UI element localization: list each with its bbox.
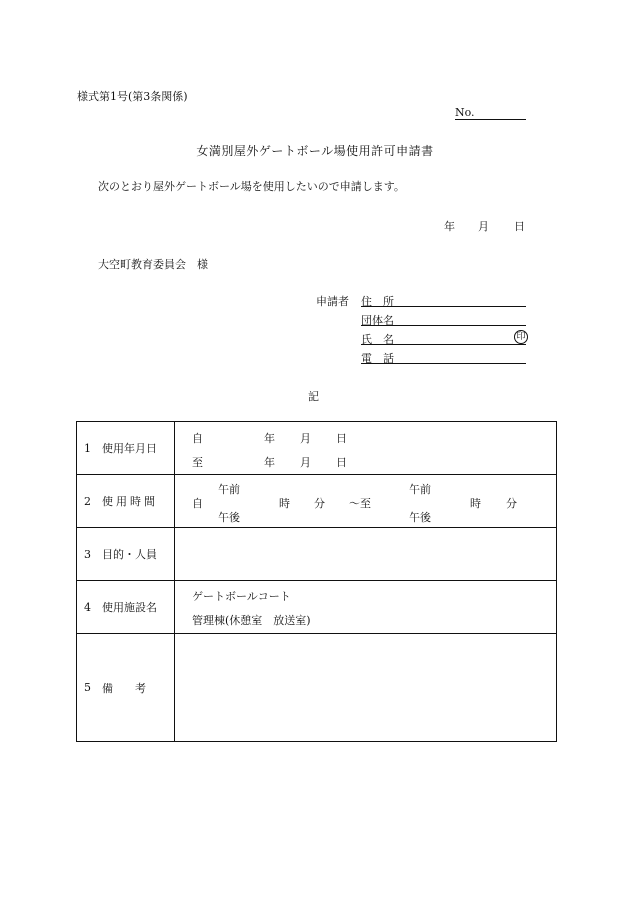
applicant-phone-field[interactable] [361,350,526,364]
row-label-time [77,475,175,528]
table-row-time [77,475,557,528]
name-label: 氏 名 [361,333,394,346]
date-use-cell[interactable] [175,422,557,475]
time-from-pm: 午後 [218,511,240,524]
time-from-hour: 時 [279,497,290,510]
table-row-facility [77,581,557,634]
serial-label: No. [455,106,475,119]
facility-cell[interactable] [175,581,557,634]
row-number: 4 [84,600,91,614]
intro-text: 次のとおり屋外ゲートボール場を使用したいので申請します。 [98,180,405,193]
row-label-text: 使用年月日 [102,442,157,455]
row-label-purpose [77,528,175,581]
table-row-purpose [77,528,557,581]
row-number: 1 [84,441,91,455]
date-to-year: 年 [264,456,275,469]
time-to-am: 午前 [409,483,431,496]
time-to-label: ～至 [349,497,371,510]
applicant-address-field[interactable] [361,293,526,307]
row-label-text: 使用施設名 [102,601,157,614]
time-use-cell[interactable] [175,475,557,528]
time-to-pm: 午後 [409,511,431,524]
row-label-text: 使 用 時 間 [102,495,155,508]
table-row-date [77,422,557,475]
document-title: 女満別屋外ゲートボール場使用許可申請書 [196,144,434,158]
date-to-day: 日 [336,456,347,469]
purpose-cell[interactable] [175,528,557,581]
row-number: 2 [84,494,91,508]
address-label: 住 所 [361,295,394,308]
time-from-minute: 分 [314,497,325,510]
date-month: 月 [478,220,489,233]
date-to-label: 至 [192,456,203,469]
date-to-month: 月 [300,456,311,469]
row-label-text: 備 考 [102,681,146,695]
row-number: 5 [84,681,91,694]
row-label-remarks [77,634,175,742]
facility-line-1: ゲートボールコート [192,590,291,603]
date-from-label: 自 [192,432,203,445]
row-label-date [77,422,175,475]
time-from-am: 午前 [218,483,240,496]
table-row-remarks [77,634,557,742]
time-to-minute: 分 [506,497,517,510]
facility-line-2: 管理棟(休憩室 放送室) [192,614,311,627]
group-label: 団体名 [361,314,394,327]
form-number: 様式第1号(第3条関係) [77,90,188,103]
date-from-month: 月 [300,432,311,445]
phone-label: 電 話 [361,352,394,365]
application-table [76,421,557,742]
applicant-group-field[interactable] [361,312,526,326]
time-from-label: 自 [192,497,203,510]
addressee: 大空町教育委員会 様 [98,258,208,271]
row-number: 3 [84,547,91,561]
remarks-cell[interactable] [175,634,557,742]
seal-icon: 印 [514,330,528,344]
row-label-facility [77,581,175,634]
date-from-day: 日 [336,432,347,445]
row-label-text: 目的・人員 [102,548,157,561]
ki-heading: 記 [308,390,319,403]
date-year: 年 [444,220,455,233]
time-to-hour: 時 [470,497,481,510]
serial-number-field[interactable] [455,106,526,119]
applicant-name-field[interactable] [361,331,526,345]
date-day: 日 [514,220,525,233]
applicant-label: 申請者 [316,295,349,308]
date-from-year: 年 [264,432,275,445]
